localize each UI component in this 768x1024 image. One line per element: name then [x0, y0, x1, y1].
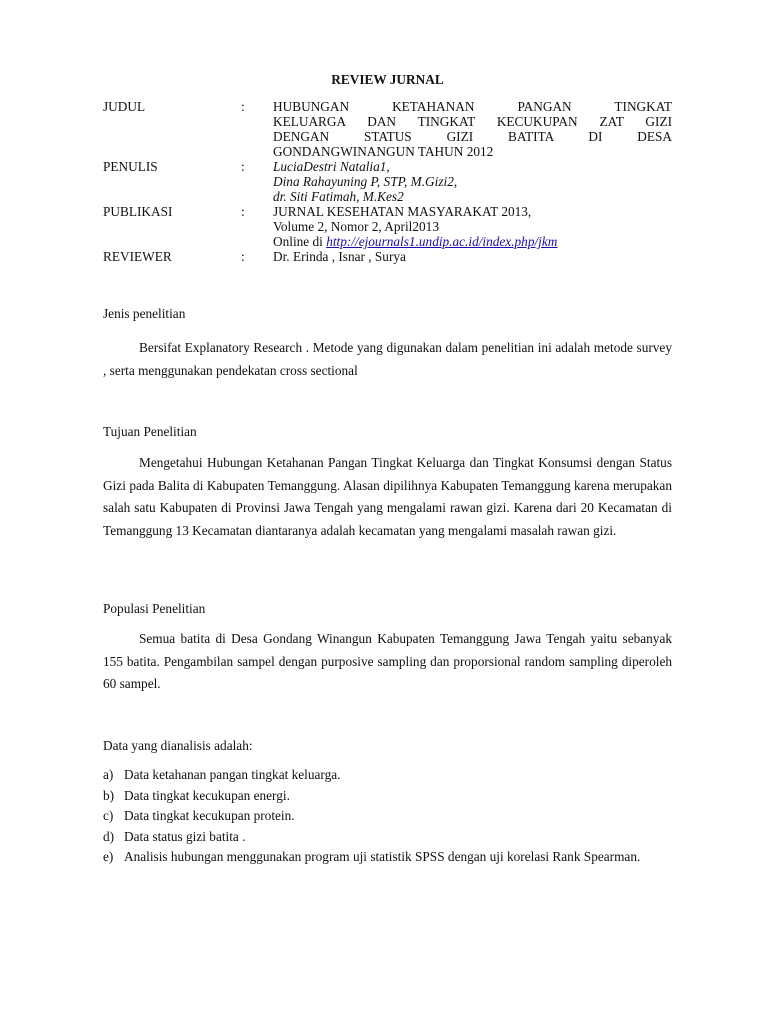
section-body-tujuan [103, 452, 672, 542]
meta-label-reviewer: REVIEWER [103, 249, 172, 264]
meta-row-reviewer [103, 249, 672, 264]
judul-line: DENGAN STATUS GIZI BATITA DI DESA [273, 129, 672, 144]
meta-row-publikasi [103, 204, 672, 249]
judul-line: HUBUNGAN KETAHANAN PANGAN TINGKAT [273, 99, 672, 114]
judul-line: GONDANGWINANGUN TAHUN 2012 [273, 144, 494, 159]
list-item-text: Data ketahanan pangan tingkat keluarga. [124, 767, 341, 782]
list-item [103, 827, 672, 848]
list-item-text: Data tingkat kecukupan energi. [124, 787, 290, 803]
meta-label-judul: JUDUL [103, 99, 146, 114]
section-heading-jenis: Jenis penelitian [103, 306, 186, 321]
meta-label-penulis: PENULIS [103, 159, 158, 174]
meta-value-judul [273, 99, 672, 159]
list-item [103, 765, 672, 786]
meta-colon: : [241, 159, 245, 174]
online-prefix: Online di [273, 234, 327, 249]
meta-row-judul [103, 99, 672, 159]
list-item-text: Data tingkat kecukupan protein. [124, 808, 295, 824]
author-line: dr. Siti Fatimah, M.Kes2 [273, 189, 404, 204]
data-list [103, 765, 672, 868]
body-text: Mengetahui Hubungan Ketahanan Pangan Tingkat Keluarga dan Tingkat Konsumsi dengan Status Gizi pada Balita di Kabupaten Temanggung. Alasan dipilihnya Kabupaten Temanggung karena merupakan salah satu Kabupaten di Provinsi Jawa Tengah yang mengalami rawan gizi. Karena dari 20 Kecamatan di Temanggung 13 Kecamatan diantaranya adalah kecamatan yang mengalami masalah rawan gizi. [103, 455, 672, 538]
publication-volume: Volume 2, Nomor 2, April2013 [273, 219, 439, 234]
meta-row-penulis [103, 159, 672, 204]
list-marker: c) [103, 808, 114, 824]
publication-online [273, 234, 672, 249]
meta-colon: : [241, 249, 245, 264]
author-line: Dina Rahayuning P, STP, M.Gizi2, [273, 174, 458, 189]
body-text: Semua batita di Desa Gondang Winangun Kabupaten Temanggung Jawa Tengah yaitu sebanyak 155 batita. Pengambilan sampel dengan purposive sampling dan proporsional random sampling diperoleh 60 sampel. [103, 631, 672, 692]
section-heading-data: Data yang dianalisis adalah: [103, 738, 253, 753]
meta-colon: : [241, 204, 245, 219]
section-heading-populasi: Populasi Penelitian [103, 601, 206, 616]
meta-label-publikasi: PUBLIKASI [103, 204, 173, 219]
metadata-table [103, 99, 672, 264]
author-line: LuciaDestri Natalia1, [273, 159, 390, 174]
list-item [103, 786, 672, 807]
list-marker: d) [103, 828, 115, 844]
section-body-jenis [103, 337, 672, 382]
list-marker: b) [103, 787, 115, 803]
journal-link[interactable]: http://ejournals1.undip.ac.id/index.php/jkm [326, 234, 558, 249]
list-item-text: Analisis hubungan menggunakan program uji statistik SPSS dengan uji korelasi Rank Spearman. [124, 849, 641, 865]
meta-value-reviewer: Dr. Erinda , Isnar , Surya [273, 249, 406, 264]
list-marker: a) [103, 767, 114, 782]
section-heading-tujuan: Tujuan Penelitian [103, 424, 197, 439]
list-item-text: Data status gizi batita . [124, 828, 246, 844]
judul-line: KELUARGA DAN TINGKAT KECUKUPAN ZAT GIZI [273, 114, 672, 129]
list-item [103, 847, 672, 868]
meta-colon: : [241, 99, 245, 114]
list-marker: e) [103, 849, 114, 865]
document-title: REVIEW JURNAL [331, 72, 444, 87]
list-item [103, 806, 672, 827]
body-text: Bersifat Explanatory Research . Metode yang digunakan dalam penelitian ini adalah metode survey , serta menggunakan pendekatan cross sectional [103, 340, 672, 378]
publication-journal: JURNAL KESEHATAN MASYARAKAT 2013, [273, 204, 532, 219]
meta-value-penulis [273, 159, 672, 204]
section-body-populasi [103, 628, 672, 696]
meta-value-publikasi [273, 204, 672, 249]
